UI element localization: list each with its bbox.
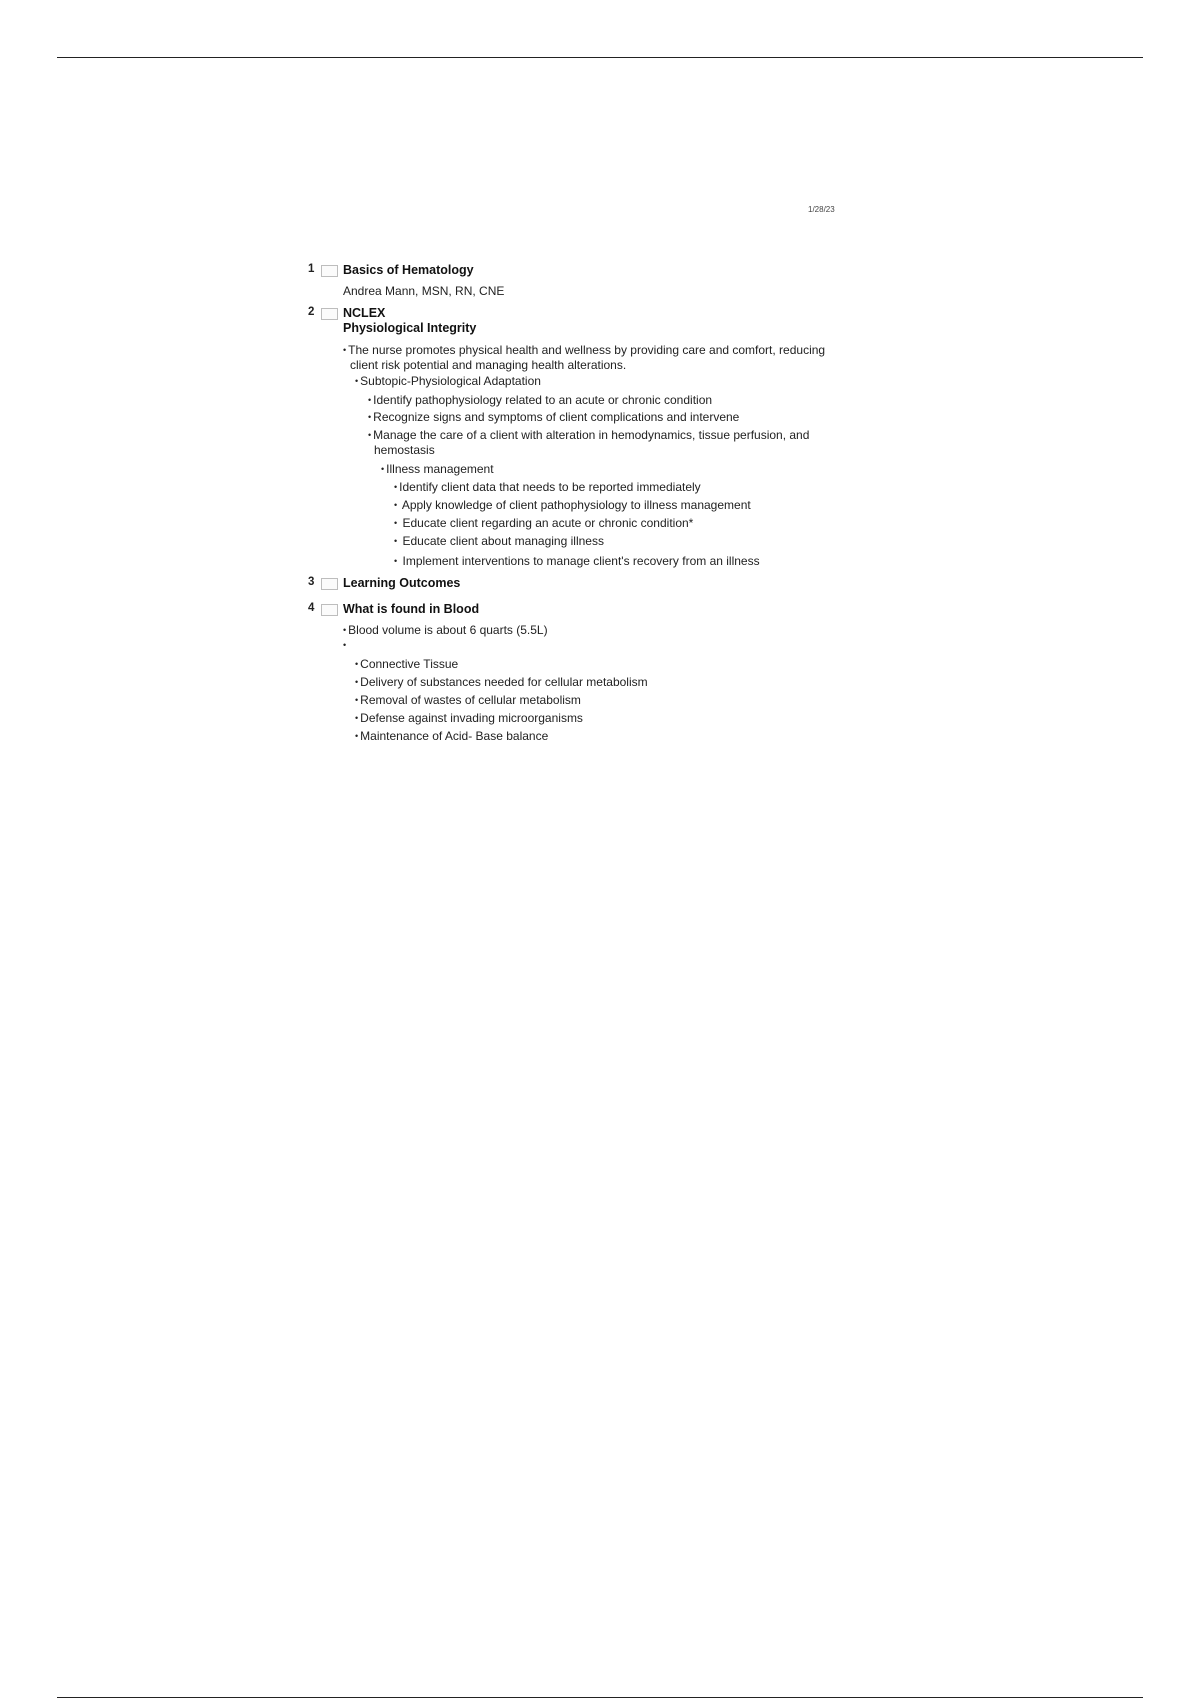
bullet-item: • Educate client regarding an acute or chronic condition* (394, 516, 694, 530)
bullet-item: • Manage the care of a client with alteration in hemodynamics, tissue perfusion, and (368, 428, 810, 442)
slide-number: 4 (308, 602, 315, 614)
header-rule (57, 57, 1143, 58)
slide-thumbnail (321, 265, 338, 277)
bullet-item: • Illness management (381, 462, 494, 476)
slide-title: What is found in Blood (343, 602, 480, 616)
bullet-item: • Implement interventions to manage client's recovery from an illness (394, 554, 760, 568)
slide-text-line: Andrea Mann, MSN, RN, CNE (343, 284, 505, 298)
bullet-item: • Blood volume is about 6 quarts (5.5L) (343, 623, 548, 637)
bullet-item: • Removal of wastes of cellular metabolism (355, 693, 581, 707)
slide-thumbnail (321, 308, 338, 320)
bullet-item-continuation: hemostasis (374, 443, 435, 457)
bullet-item: • Identify client data that needs to be reported immediately (394, 480, 701, 494)
slide-title: Basics of Hematology (343, 263, 474, 277)
slide-thumbnail (321, 604, 338, 616)
bullet-item: • Delivery of substances needed for cellular metabolism (355, 675, 648, 689)
bullet-item: • (343, 640, 347, 650)
slide-title: Learning Outcomes (343, 576, 461, 590)
bullet-item: • Recognize signs and symptoms of client complications and intervene (368, 410, 740, 424)
bullet-item: • Educate client about managing illness (394, 534, 604, 548)
bullet-item: • Identify pathophysiology related to an acute or chronic condition (368, 393, 713, 407)
bullet-item: • Subtopic-Physiological Adaptation (355, 374, 541, 388)
bullet-item: • The nurse promotes physical health and wellness by providing care and comfort, reducing (343, 343, 826, 357)
slide-number: 1 (308, 263, 315, 275)
print-date: 1/28/23 (808, 205, 835, 214)
bullet-item-continuation: client risk potential and managing health alterations. (350, 358, 627, 372)
slide-thumbnail (321, 578, 338, 590)
slide-subtitle: Physiological Integrity (343, 321, 477, 335)
slide-number: 3 (308, 576, 315, 588)
slide-title: NCLEX (343, 306, 386, 320)
bullet-item: • Connective Tissue (355, 657, 459, 671)
slide-number: 2 (308, 306, 315, 318)
bullet-item: • Defense against invading microorganisms (355, 711, 583, 725)
bullet-item: • Maintenance of Acid- Base balance (355, 729, 549, 743)
bullet-item: • Apply knowledge of client pathophysiology to illness management (394, 498, 751, 512)
footer-rule (57, 1697, 1143, 1698)
